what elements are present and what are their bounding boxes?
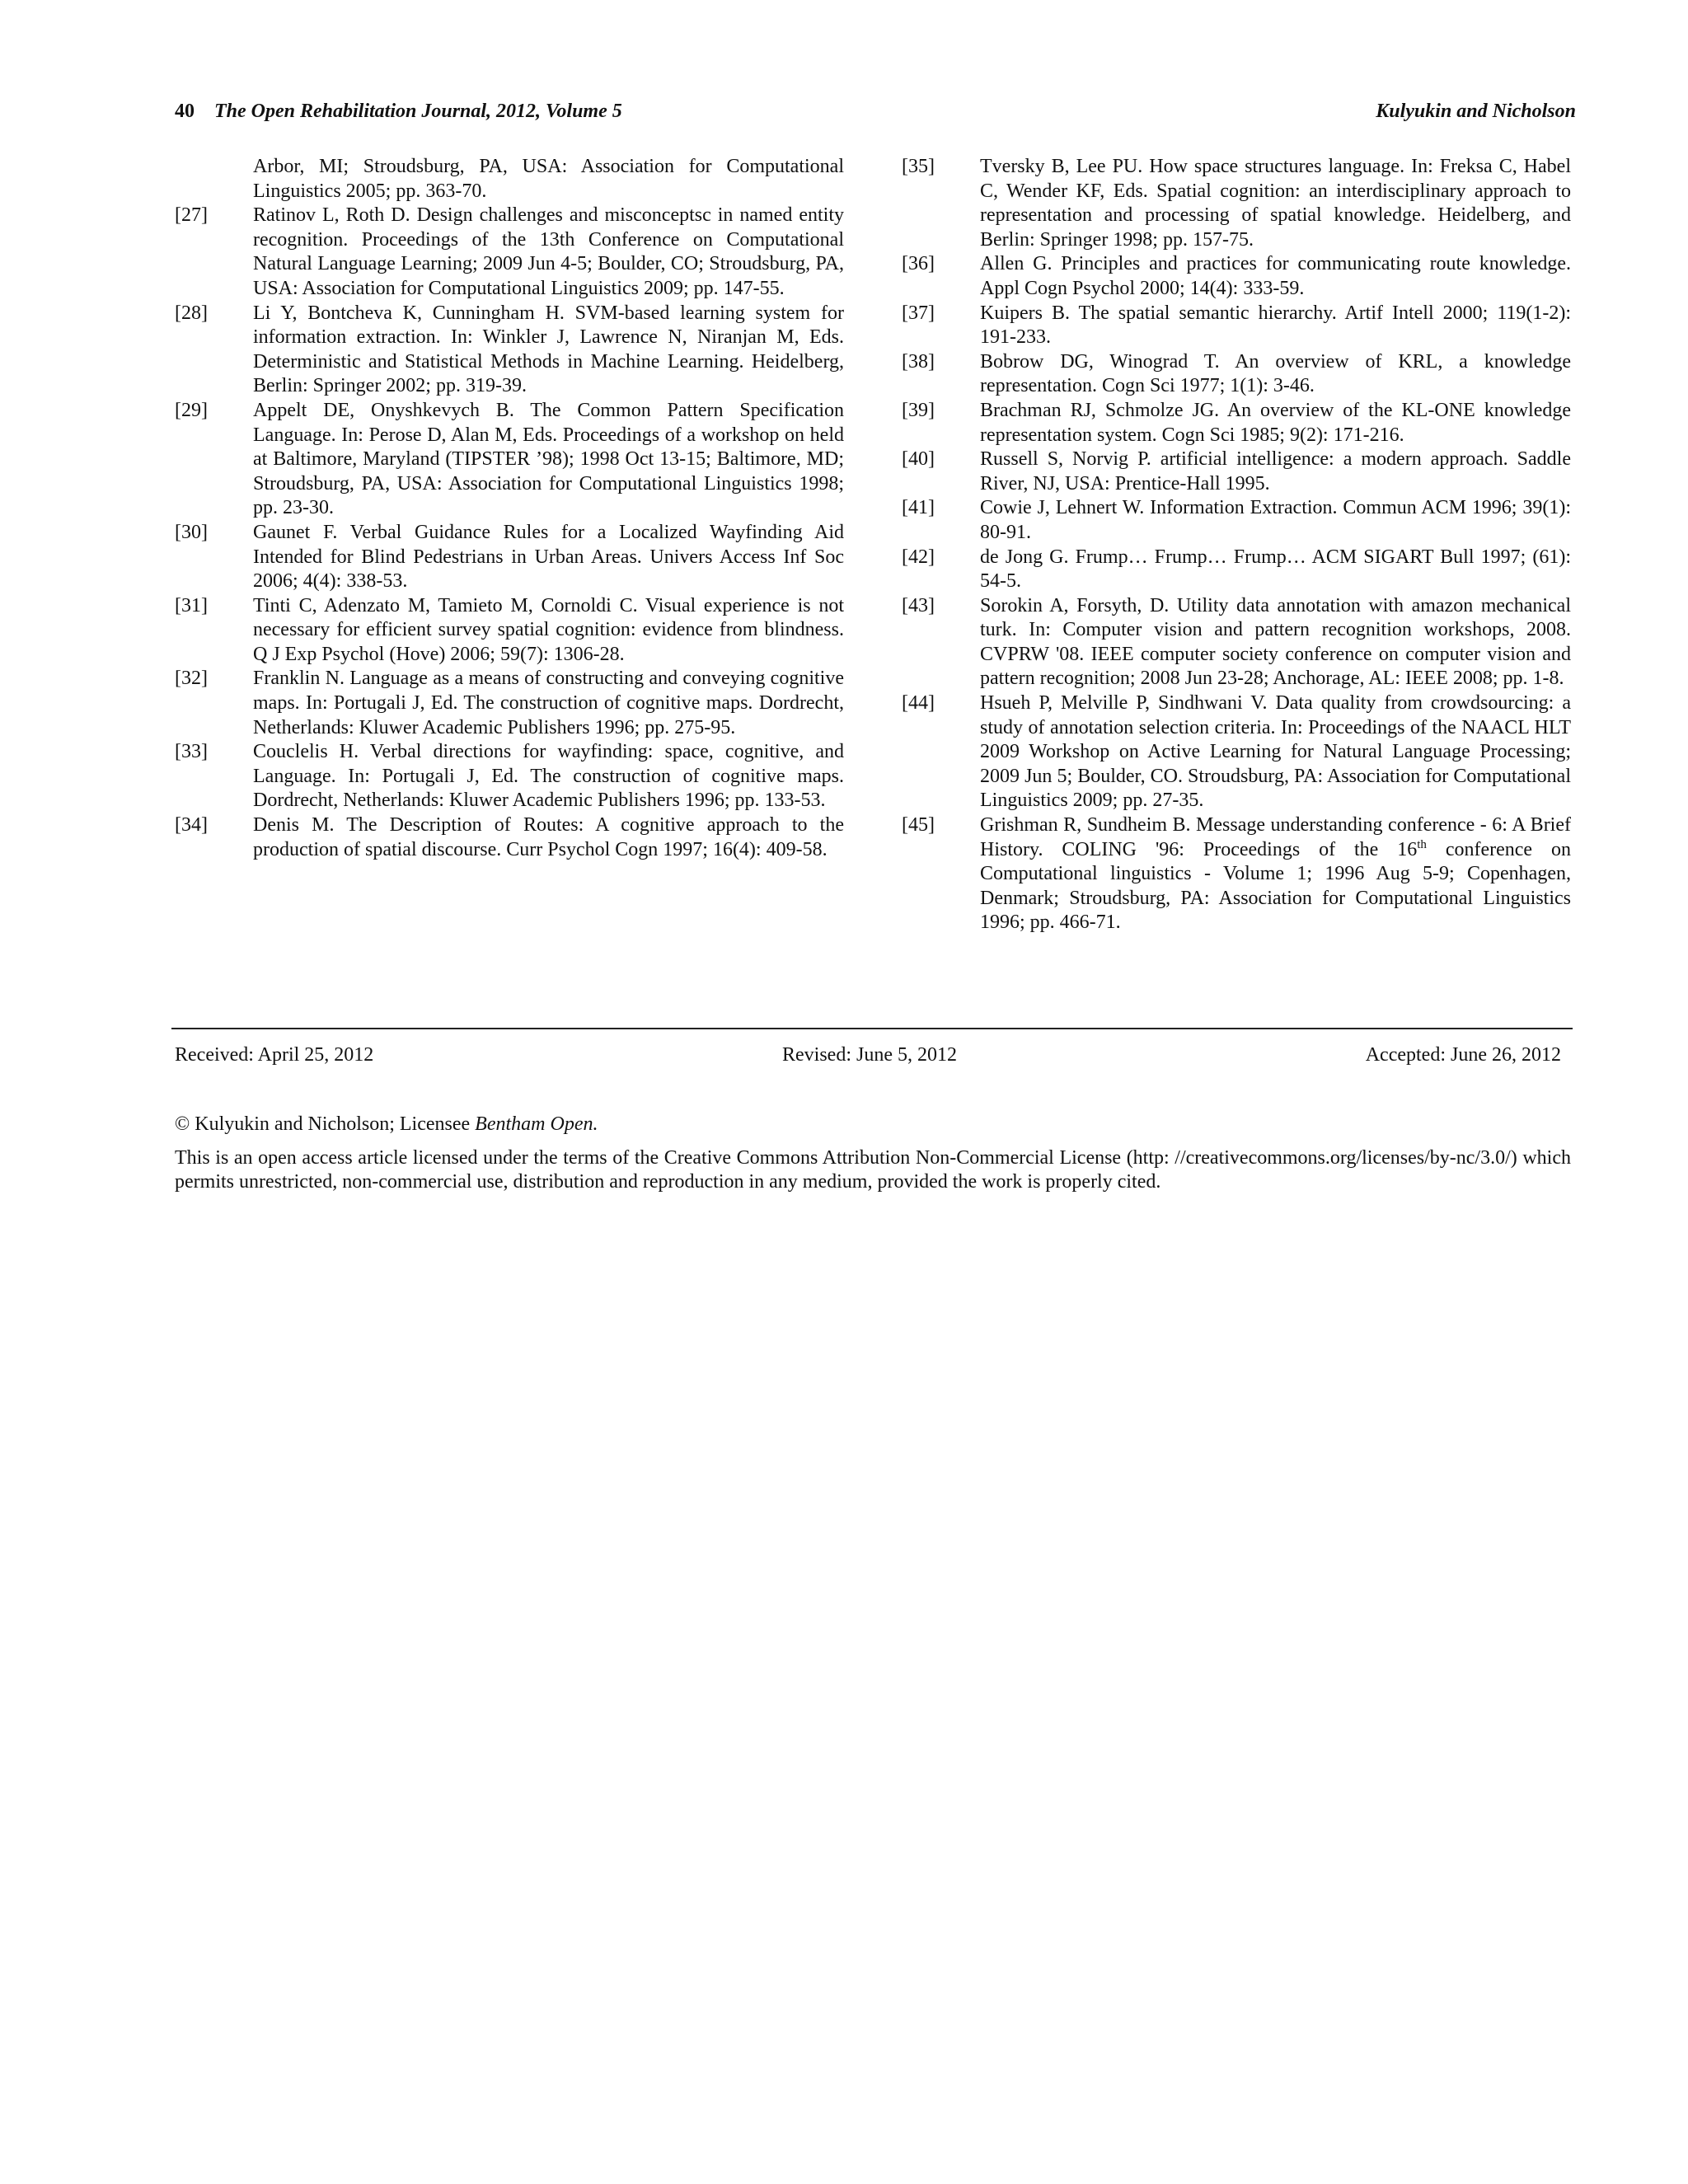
- reference-item: [902, 691, 1571, 813]
- reference-text-part: conference on Computational linguistics - Volume 1; 1996 Aug 5-9; Copenhagen, Denmark; Stroudsburg, PA: Association for Computational Linguistics 1996; pp. 466-71.: [980, 838, 1571, 934]
- reference-text: Appelt DE, Onyshkevych B. The Common Pattern Specification Language. In: Perose D, Alan M, Eds. Proceedings of a workshop on held at Baltimore, Maryland (TIPSTER ’98); 1998 Oct 13-15; Baltimore, MD; Stroudsburg, PA, USA: Association for Computational Linguistics 1998; pp. 23-30.: [253, 399, 844, 519]
- reference-item: [175, 594, 844, 668]
- reference-item: [902, 813, 1571, 935]
- reference-text: Hsueh P, Melville P, Sindhwani V. Data quality from crowdsourcing: a study of annotation selection criteria. In: Proceedings of the NAACL HLT 2009 Workshop on Active Learning for Natural Language Processing; 2009 Jun 5; Boulder, CO. Stroudsburg, PA: Association for Computational Linguistics 2009; pp. 27-35.: [980, 692, 1571, 812]
- reference-number: [42]: [902, 546, 935, 568]
- reference-text: Couclelis H. Verbal directions for wayfinding: space, cognitive, and Language. In: Portugali J, Ed. The construction of cognitive maps. Dordrecht, Netherlands: Kluwer Academic Publishers 1996; pp. 133-53.: [253, 741, 844, 812]
- reference-text: Li Y, Bontcheva K, Cunningham H. SVM-based learning system for information extraction. In: Winkler J, Lawrence N, Niranjan M, Eds. Deterministic and Statistical Methods in Machine Learning. Heidelberg, Berlin: Springer 2002; pp. 319-39.: [253, 302, 844, 397]
- reference-text: Bobrow DG, Winograd T. An overview of KRL, a knowledge representation. Cogn Sci 1977; 1(1): 3-46.: [980, 350, 1571, 397]
- reference-item: [175, 399, 844, 521]
- reference-text: Brachman RJ, Schmolze JG. An overview of the KL-ONE knowledge representation system. Cogn Sci 1985; 9(2): 171-216.: [980, 399, 1571, 446]
- reference-item: [175, 155, 844, 204]
- license-text: This is an open access article licensed under the terms of the Creative Commons Attribution Non-Commercial License (http: //creativecommons.org/licenses/by-nc/3.0/) which permits unrestricted, non-commercial use, distribution and reproduction in any medium, provided the work is properly cited.: [175, 1147, 1571, 1193]
- copyright-text: © Kulyukin and Nicholson; Licensee: [175, 1113, 476, 1135]
- reference-item: [902, 546, 1571, 594]
- reference-number: [31]: [175, 594, 208, 616]
- reference-number: [38]: [902, 350, 935, 373]
- reference-number: [29]: [175, 399, 208, 421]
- reference-item: [175, 813, 844, 862]
- reference-item: [902, 302, 1571, 350]
- reference-text: Denis M. The Description of Routes: A cognitive approach to the production of spatial discourse. Curr Psychol Cogn 1997; 16(4): 409-58.: [253, 814, 844, 860]
- reference-item: [175, 302, 844, 399]
- reference-number: [37]: [902, 302, 935, 324]
- page-number: 40: [175, 101, 195, 122]
- reference-number: [45]: [902, 814, 935, 837]
- right-column: [902, 155, 1571, 935]
- reference-item: [175, 740, 844, 813]
- reference-text: Ratinov L, Roth D. Design challenges and misconceptsc in named entity recognition. Proceedings of the 13th Conference on Computational Natural Language Learning; 2009 Jun 4-5; Boulder, CO; Stroudsburg, PA, USA: Association for Computational Linguistics 2009; pp. 147-55.: [253, 204, 844, 299]
- reference-item: [902, 350, 1571, 399]
- references-columns: [175, 155, 1571, 935]
- copyright-line: [175, 1113, 1571, 1137]
- reference-text: Franklin N. Language as a means of constructing and conveying cognitive maps. In: Portugali J, Ed. The construction of cognitive maps. Dordrecht, Netherlands: Kluwer Academic Publishers 1996; pp. 275-95.: [253, 668, 844, 738]
- reference-text: Cowie J, Lehnert W. Information Extraction. Commun ACM 1996; 39(1): 80-91.: [980, 497, 1571, 543]
- reference-item: [902, 155, 1571, 252]
- reference-number: [32]: [175, 668, 208, 690]
- reference-text: Russell S, Norvig P. artificial intelligence: a modern approach. Saddle River, NJ, USA: Prentice-Hall 1995.: [980, 448, 1571, 494]
- reference-text: Kuipers B. The spatial semantic hierarchy. Artif Intell 2000; 119(1-2): 191-233.: [980, 302, 1571, 349]
- reference-number: [27]: [175, 204, 208, 227]
- journal-title: The Open Rehabilitation Journal, 2012, Volume 5: [214, 101, 622, 122]
- reference-item: [902, 252, 1571, 301]
- reference-number: [44]: [902, 692, 935, 715]
- received-date: Received: April 25, 2012: [175, 1044, 374, 1066]
- reference-text: de Jong G. Frump… Frump… Frump… ACM SIGART Bull 1997; (61): 54-5.: [980, 546, 1571, 593]
- reference-number: [41]: [902, 497, 935, 519]
- reference-number: [35]: [902, 156, 935, 177]
- reference-item: [175, 667, 844, 740]
- reference-text: Allen G. Principles and practices for communicating route knowledge. Appl Cogn Psychol 2000; 14(4): 333-59.: [980, 253, 1571, 299]
- license-block: [175, 1113, 1571, 1204]
- reference-number: [36]: [902, 253, 935, 275]
- running-header: [175, 101, 1576, 123]
- left-column: [175, 155, 844, 935]
- reference-number: [33]: [175, 741, 208, 763]
- reference-number: [30]: [175, 521, 208, 543]
- reference-item: [902, 399, 1571, 448]
- superscript: th: [1417, 837, 1427, 851]
- reference-number: [34]: [175, 814, 208, 837]
- reference-text: Sorokin A, Forsyth, D. Utility data annotation with amazon mechanical turk. In: Computer vision and pattern recognition workshops, 2008. CVPRW '08. IEEE computer society conference on computer vision and pattern recognition; 2008 Jun 23-28; Anchorage, AL: IEEE 2008; pp. 1-8.: [980, 594, 1571, 690]
- reference-text: Arbor, MI; Stroudsburg, PA, USA: Association for Computational Linguistics 2005; pp. 363-70.: [253, 156, 844, 202]
- reference-text: [980, 813, 1571, 935]
- reference-text-part: Grishman R, Sundheim B. Message understanding conference - 6: A Brief History. COLING '96: Proceedings of the 16: [980, 814, 1571, 860]
- reference-number: [43]: [902, 594, 935, 616]
- reference-text: Gaunet F. Verbal Guidance Rules for a Localized Wayfinding Aid Intended for Blind Pedestrians in Urban Areas. Univers Access Inf Soc 2006; 4(4): 338-53.: [253, 521, 844, 593]
- reference-number: [39]: [902, 399, 935, 421]
- reference-text: Tinti C, Adenzato M, Tamieto M, Cornoldi C. Visual experience is not necessary for efficient survey spatial cognition: evidence from blindness. Q J Exp Psychol (Hove) 2006; 59(7): 1306-28.: [253, 594, 844, 665]
- header-authors: Kulyukin and Nicholson: [1376, 101, 1576, 122]
- publisher-name: Bentham Open.: [475, 1113, 598, 1135]
- reference-text: Tversky B, Lee PU. How space structures language. In: Freksa C, Habel C, Wender KF, Eds. Spatial cognition: an interdisciplinary approach to representation and processing of spatial knowledge. Heidelberg, and Berlin: Springer 1998; pp. 157-75.: [980, 156, 1571, 251]
- reference-number: [40]: [902, 448, 935, 471]
- reference-item: [902, 448, 1571, 496]
- accepted-date: Accepted: June 26, 2012: [1365, 1044, 1561, 1066]
- reference-number: [28]: [175, 302, 208, 324]
- reference-item: [175, 204, 844, 301]
- divider-rule: [171, 1028, 1573, 1029]
- article-dates: [175, 1044, 1561, 1066]
- reference-item: [902, 594, 1571, 691]
- revised-date: Revised: June 5, 2012: [782, 1044, 957, 1066]
- header-left: [175, 101, 622, 123]
- reference-item: [902, 496, 1571, 545]
- reference-item: [175, 521, 844, 594]
